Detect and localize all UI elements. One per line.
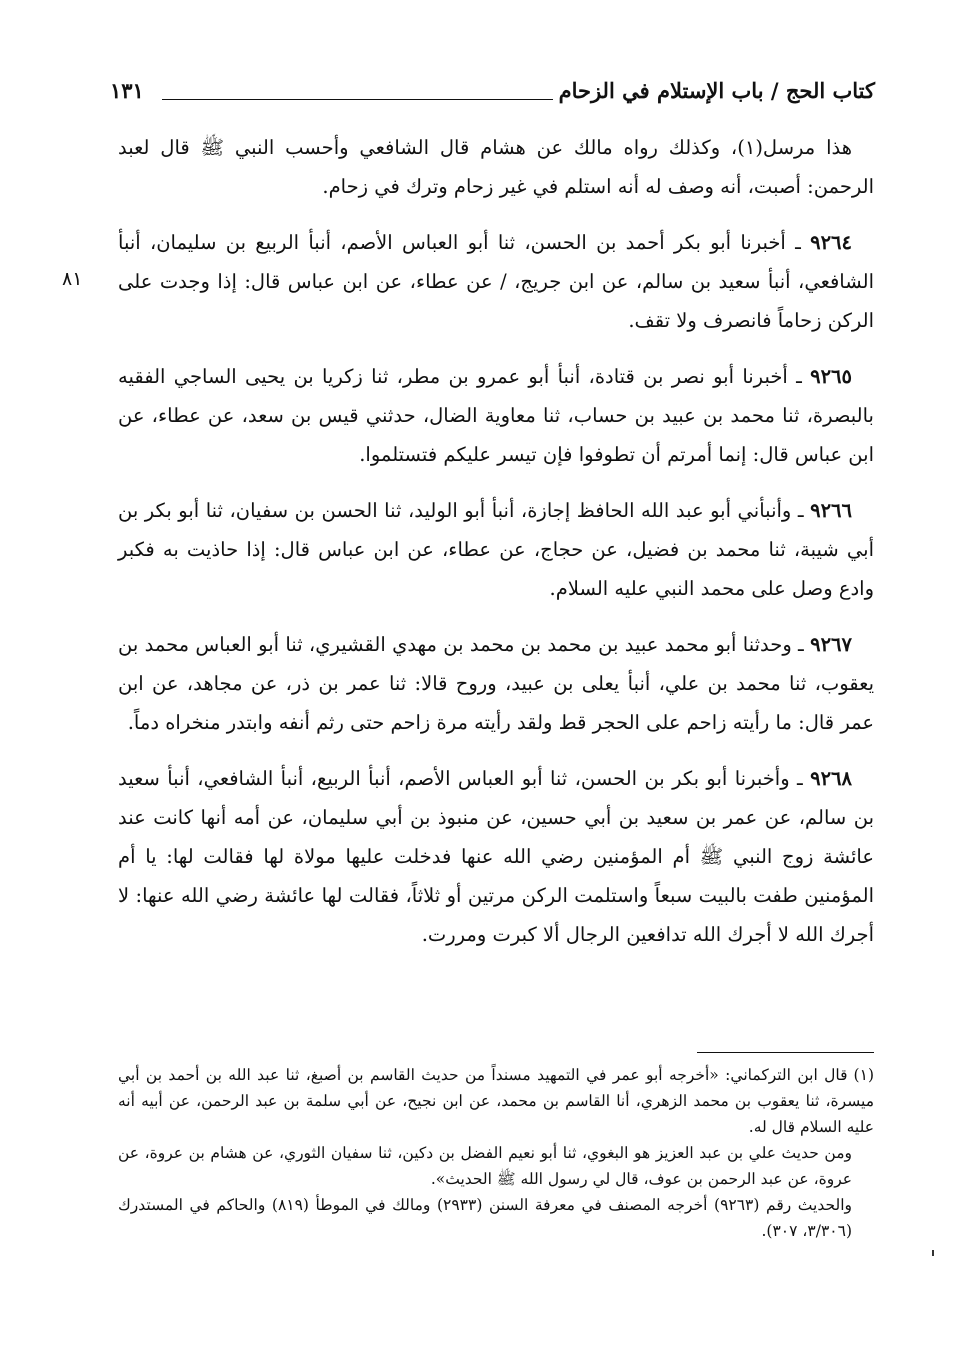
hadith-number: ٩٢٦٨ — [810, 767, 852, 790]
margin-page-reference: ٨١ — [62, 268, 83, 290]
running-header — [110, 74, 875, 118]
chapter-title: كتاب الحج / باب الإستلام في الزحام — [558, 78, 875, 103]
paragraph-text: هذا مرسل(١)، وكذلك رواه مالك عن هشام قال الشافعي وأحسب النبي ﷺ قال لعبد الرحمن: أصبت، أنه وصف له أنه استلم في غير زحام وترك في زحام. — [118, 136, 874, 198]
paragraph-9267 — [118, 625, 874, 742]
page-number: ١٣١ — [110, 78, 144, 103]
header-rule — [162, 99, 553, 100]
footnote-1 — [118, 1062, 874, 1140]
paragraph-9266 — [118, 491, 874, 608]
paragraph-intro — [118, 128, 874, 206]
paragraph-9264 — [118, 223, 874, 340]
footnote-1-references — [118, 1192, 874, 1244]
footnotes — [118, 1062, 874, 1244]
footnote-1-continued — [118, 1140, 874, 1192]
footnote-text: ومن حديث علي بن عبد العزيز هو البغوي، ثنا أبو نعيم الفضل بن دكين، ثنا سفيان الثوري، عن هشام بن عروة، عن عروة، عن عبد الرحمن بن عوف، قال لي رسول الله ﷺ الحديث». — [118, 1144, 852, 1188]
hadith-number: ٩٢٦٥ — [810, 365, 852, 388]
main-text — [118, 128, 874, 971]
paragraph-text: ـ وحدثنا أبو محمد عبيد بن محمد بن محمد بن مهدي القشيري، ثنا أبو العباس محمد بن يعقوب، ثنا محمد بن علي، أنبأ يعلى بن عبيد، وروح قالا: ثنا عمر بن ذر، عن مجاهد، عن ابن عمر قال: ما رأيته زاحم على الحجر قط ولقد رأيته مرة زاحم حتى رثم أنفه وابتدر منخراه دماً. — [118, 633, 874, 734]
hadith-number: ٩٢٦٧ — [810, 633, 852, 656]
footnote-marker: (١) — [853, 1066, 874, 1084]
footnote-text: قال ابن التركماني: «أخرجه أبو عمر في التمهيد مسنداً من حديث القاسم بن أصبغ، ثنا عبد الله بن أحمد بن أبي ميسرة، ثنا يعقوب بن محمد الزهري، أنا القاسم بن محمد، عن ابن نجيح، عن أبي سلمة بن عبد الرحمن، عن أبيه أنه عليه السلام قال له. — [118, 1066, 874, 1136]
paragraph-9268 — [118, 759, 874, 954]
footnote-text: والحديث رقم (٩٢٦٣) أخرجه المصنف في معرفة السنن (٢٩٣٣) ومالك في الموطأ (٨١٩) والحاكم في المستدرك (٣/٣٠٦، ٣٠٧). — [118, 1196, 852, 1240]
paragraph-text: ـ أخبرنا أبو نصر بن قتادة، أنبأ أبو عمرو بن مطر، ثنا زكريا بن يحيى الساجي الفقيه بالبصرة، ثنا محمد بن عبيد بن حساب، ثنا معاوية الضال، حدثني قيس بن سعد، عن عطاء، عن ابن عباس قال: إنما أمرتم أن تطوفوا فإن تيسر عليكم فتستلموا. — [118, 365, 874, 466]
footnote-rule — [697, 1052, 874, 1053]
hadith-number: ٩٢٦٤ — [810, 231, 852, 254]
paragraph-text: ـ وأنبأني أبو عبد الله الحافظ إجازة، أنبأ أبو الوليد، ثنا الحسن بن سفيان، ثنا أبو بكر بن أبي شيبة، ثنا محمد بن فضيل، عن حجاج، عن عطاء، عن ابن عباس قال: إذا حاذيت به فكبر وادع وصل على محمد النبي عليه السلام. — [118, 499, 874, 600]
hadith-number: ٩٢٦٦ — [810, 499, 852, 522]
paragraph-9265 — [118, 357, 874, 474]
paragraph-text: ـ وأخبرنا أبو بكر بن الحسن، ثنا أبو العباس الأصم، أنبأ الربيع، أنبأ الشافعي، أنبأ سعيد بن سالم، عن عمر بن سعيد بن أبي حسين، عن منبوذ بن أبي سليمان، عن أمه أنها كانت عند عائشة زوج النبي ﷺ أم المؤمنين رضي الله عنها فدخلت عليها مولاة لها فقالت لها: يا أم المؤمنين طفت بالبيت سبعاً واستلمت الركن مرتين أو ثلاثاً، فقالت لها عائشة رضي الله عنها: لا أجرك الله لا أجرك الله تدافعين الرجال ألا كبرت ومررت. — [118, 767, 874, 946]
paragraph-text: ـ أخبرنا أبو بكر أحمد بن الحسن، ثنا أبو العباس الأصم، أنبأ الربيع بن سليمان، أنبأ الشافعي، أنبأ سعيد بن سالم، عن ابن جريج، / عن عطاء، عن ابن عباس قال: إذا وجدت على الركن زحاماً فانصرف ولا تقف. — [118, 231, 874, 332]
scan-mark — [932, 1250, 934, 1256]
